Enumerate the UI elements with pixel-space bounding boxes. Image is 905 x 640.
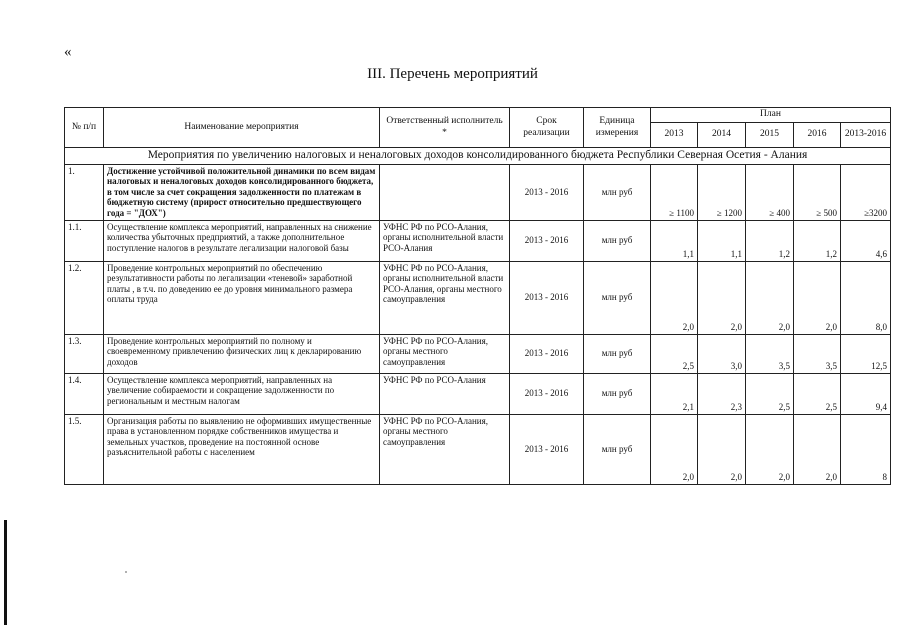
row-term: 2013 - 2016 xyxy=(510,220,584,261)
row-value-2014: 2,3 xyxy=(698,373,746,414)
section-title: Мероприятия по увеличению налоговых и неналоговых доходов консолидированного бюджета Республики Северная Осетия - Алания xyxy=(65,148,891,165)
row-num: 1.2. xyxy=(65,261,104,334)
row-name: Осуществление комплекса мероприятий, направленных на увеличение собираемости и сокращение задолженности по региональным и местным налогам xyxy=(104,373,380,414)
table-row xyxy=(65,373,891,414)
table-row xyxy=(65,414,891,484)
row-value-2016: 2,0 xyxy=(794,414,841,484)
header-responsible: Ответственный исполнитель * xyxy=(380,108,510,148)
section-row xyxy=(65,148,891,165)
row-num: 1.5. xyxy=(65,414,104,484)
row-value-2013: 2,5 xyxy=(651,334,698,373)
row-name: Осуществление комплекса мероприятий, направленных на снижение количества убыточных предприятий, а также дополнительное поступление налогов в результате легализации налоговой базы xyxy=(104,220,380,261)
measures-table xyxy=(64,107,891,485)
row-value-2013: ≥ 1100 xyxy=(651,164,698,220)
row-unit: млн руб xyxy=(584,373,651,414)
row-value-2015: 2,5 xyxy=(746,373,794,414)
header-year-2015: 2015 xyxy=(746,123,794,148)
row-value-2016: 3,5 xyxy=(794,334,841,373)
row-value-total: 4,6 xyxy=(841,220,891,261)
row-num: 1.4. xyxy=(65,373,104,414)
header-year-total: 2013-2016 xyxy=(841,123,891,148)
row-value-2015: 2,0 xyxy=(746,261,794,334)
row-value-total: 9,4 xyxy=(841,373,891,414)
row-num: 1.1. xyxy=(65,220,104,261)
row-value-2013: 1,1 xyxy=(651,220,698,261)
row-value-total: ≥3200 xyxy=(841,164,891,220)
row-value-2015: 3,5 xyxy=(746,334,794,373)
section-heading: III. Перечень мероприятий xyxy=(367,66,538,82)
row-unit: млн руб xyxy=(584,220,651,261)
row-unit: млн руб xyxy=(584,164,651,220)
header-name: Наименование мероприятия xyxy=(104,108,380,148)
row-value-2014: 2,0 xyxy=(698,261,746,334)
margin-scan-mark xyxy=(4,520,7,625)
row-value-2016: ≥ 500 xyxy=(794,164,841,220)
row-term: 2013 - 2016 xyxy=(510,164,584,220)
row-value-2013: 2,1 xyxy=(651,373,698,414)
row-responsible: УФНС РФ по РСО-Алания, органы местного самоуправления xyxy=(380,414,510,484)
row-num: 1.3. xyxy=(65,334,104,373)
row-name: Проведение контрольных мероприятий по полному и своевременному привлечению физических лиц к декларированию доходов xyxy=(104,334,380,373)
header-term: Срок реализации xyxy=(510,108,584,148)
row-value-2015: 2,0 xyxy=(746,414,794,484)
row-value-2013: 2,0 xyxy=(651,414,698,484)
header-year-2016: 2016 xyxy=(794,123,841,148)
header-year-2014: 2014 xyxy=(698,123,746,148)
row-unit: млн руб xyxy=(584,414,651,484)
row-responsible: УФНС РФ по РСО-Алания, органы исполнительной власти РСО-Алания, органы местного самоуправления xyxy=(380,261,510,334)
row-responsible: УФНС РФ по РСО-Алания, органы исполнительной власти РСО-Алания xyxy=(380,220,510,261)
row-unit: млн руб xyxy=(584,261,651,334)
row-name: Организация работы по выявлению не оформивших имущественные права в установленном порядке собственников имущества и земельных участков, проведение на постоянной основе разъяснительной работы с населением xyxy=(104,414,380,484)
row-value-total: 8 xyxy=(841,414,891,484)
header-unit: Единица измерения xyxy=(584,108,651,148)
row-value-2016: 2,5 xyxy=(794,373,841,414)
row-term: 2013 - 2016 xyxy=(510,261,584,334)
table-row xyxy=(65,164,891,220)
row-term: 2013 - 2016 xyxy=(510,373,584,414)
row-value-total: 12,5 xyxy=(841,334,891,373)
row-unit: млн руб xyxy=(584,334,651,373)
table-row xyxy=(65,261,891,334)
row-value-total: 8,0 xyxy=(841,261,891,334)
row-responsible: УФНС РФ по РСО-Алания xyxy=(380,373,510,414)
table-row xyxy=(65,220,891,261)
row-term: 2013 - 2016 xyxy=(510,334,584,373)
row-value-2016: 1,2 xyxy=(794,220,841,261)
row-name: Достижение устойчивой положительной динамики по всем видам налоговых и неналоговых доходов консолидированного бюджета, в том числе за счет сокращения задолженности по платежам в бюджетную систему (прирост относительно предшествующего года = "ДОХ") xyxy=(104,164,380,220)
header-num: № п/п xyxy=(65,108,104,148)
row-value-2015: 1,2 xyxy=(746,220,794,261)
row-responsible: УФНС РФ по РСО-Алания, органы местного самоуправления xyxy=(380,334,510,373)
header-row xyxy=(65,108,891,123)
row-num: 1. xyxy=(65,164,104,220)
row-value-2014: 2,0 xyxy=(698,414,746,484)
scan-speck xyxy=(125,571,127,573)
header-plan: План xyxy=(651,108,891,123)
row-value-2013: 2,0 xyxy=(651,261,698,334)
row-term: 2013 - 2016 xyxy=(510,414,584,484)
row-name: Проведение контрольных мероприятий по обеспечению результативности работы по легализации «теневой» заработной платы , в т.ч. по доведению ее до уровня минимального размера оплаты труда xyxy=(104,261,380,334)
row-value-2016: 2,0 xyxy=(794,261,841,334)
row-value-2014: 1,1 xyxy=(698,220,746,261)
table-row xyxy=(65,334,891,373)
row-value-2015: ≥ 400 xyxy=(746,164,794,220)
row-value-2014: ≥ 1200 xyxy=(698,164,746,220)
opening-quote-mark: « xyxy=(64,44,72,60)
row-responsible xyxy=(380,164,510,220)
header-year-2013: 2013 xyxy=(651,123,698,148)
row-value-2014: 3,0 xyxy=(698,334,746,373)
